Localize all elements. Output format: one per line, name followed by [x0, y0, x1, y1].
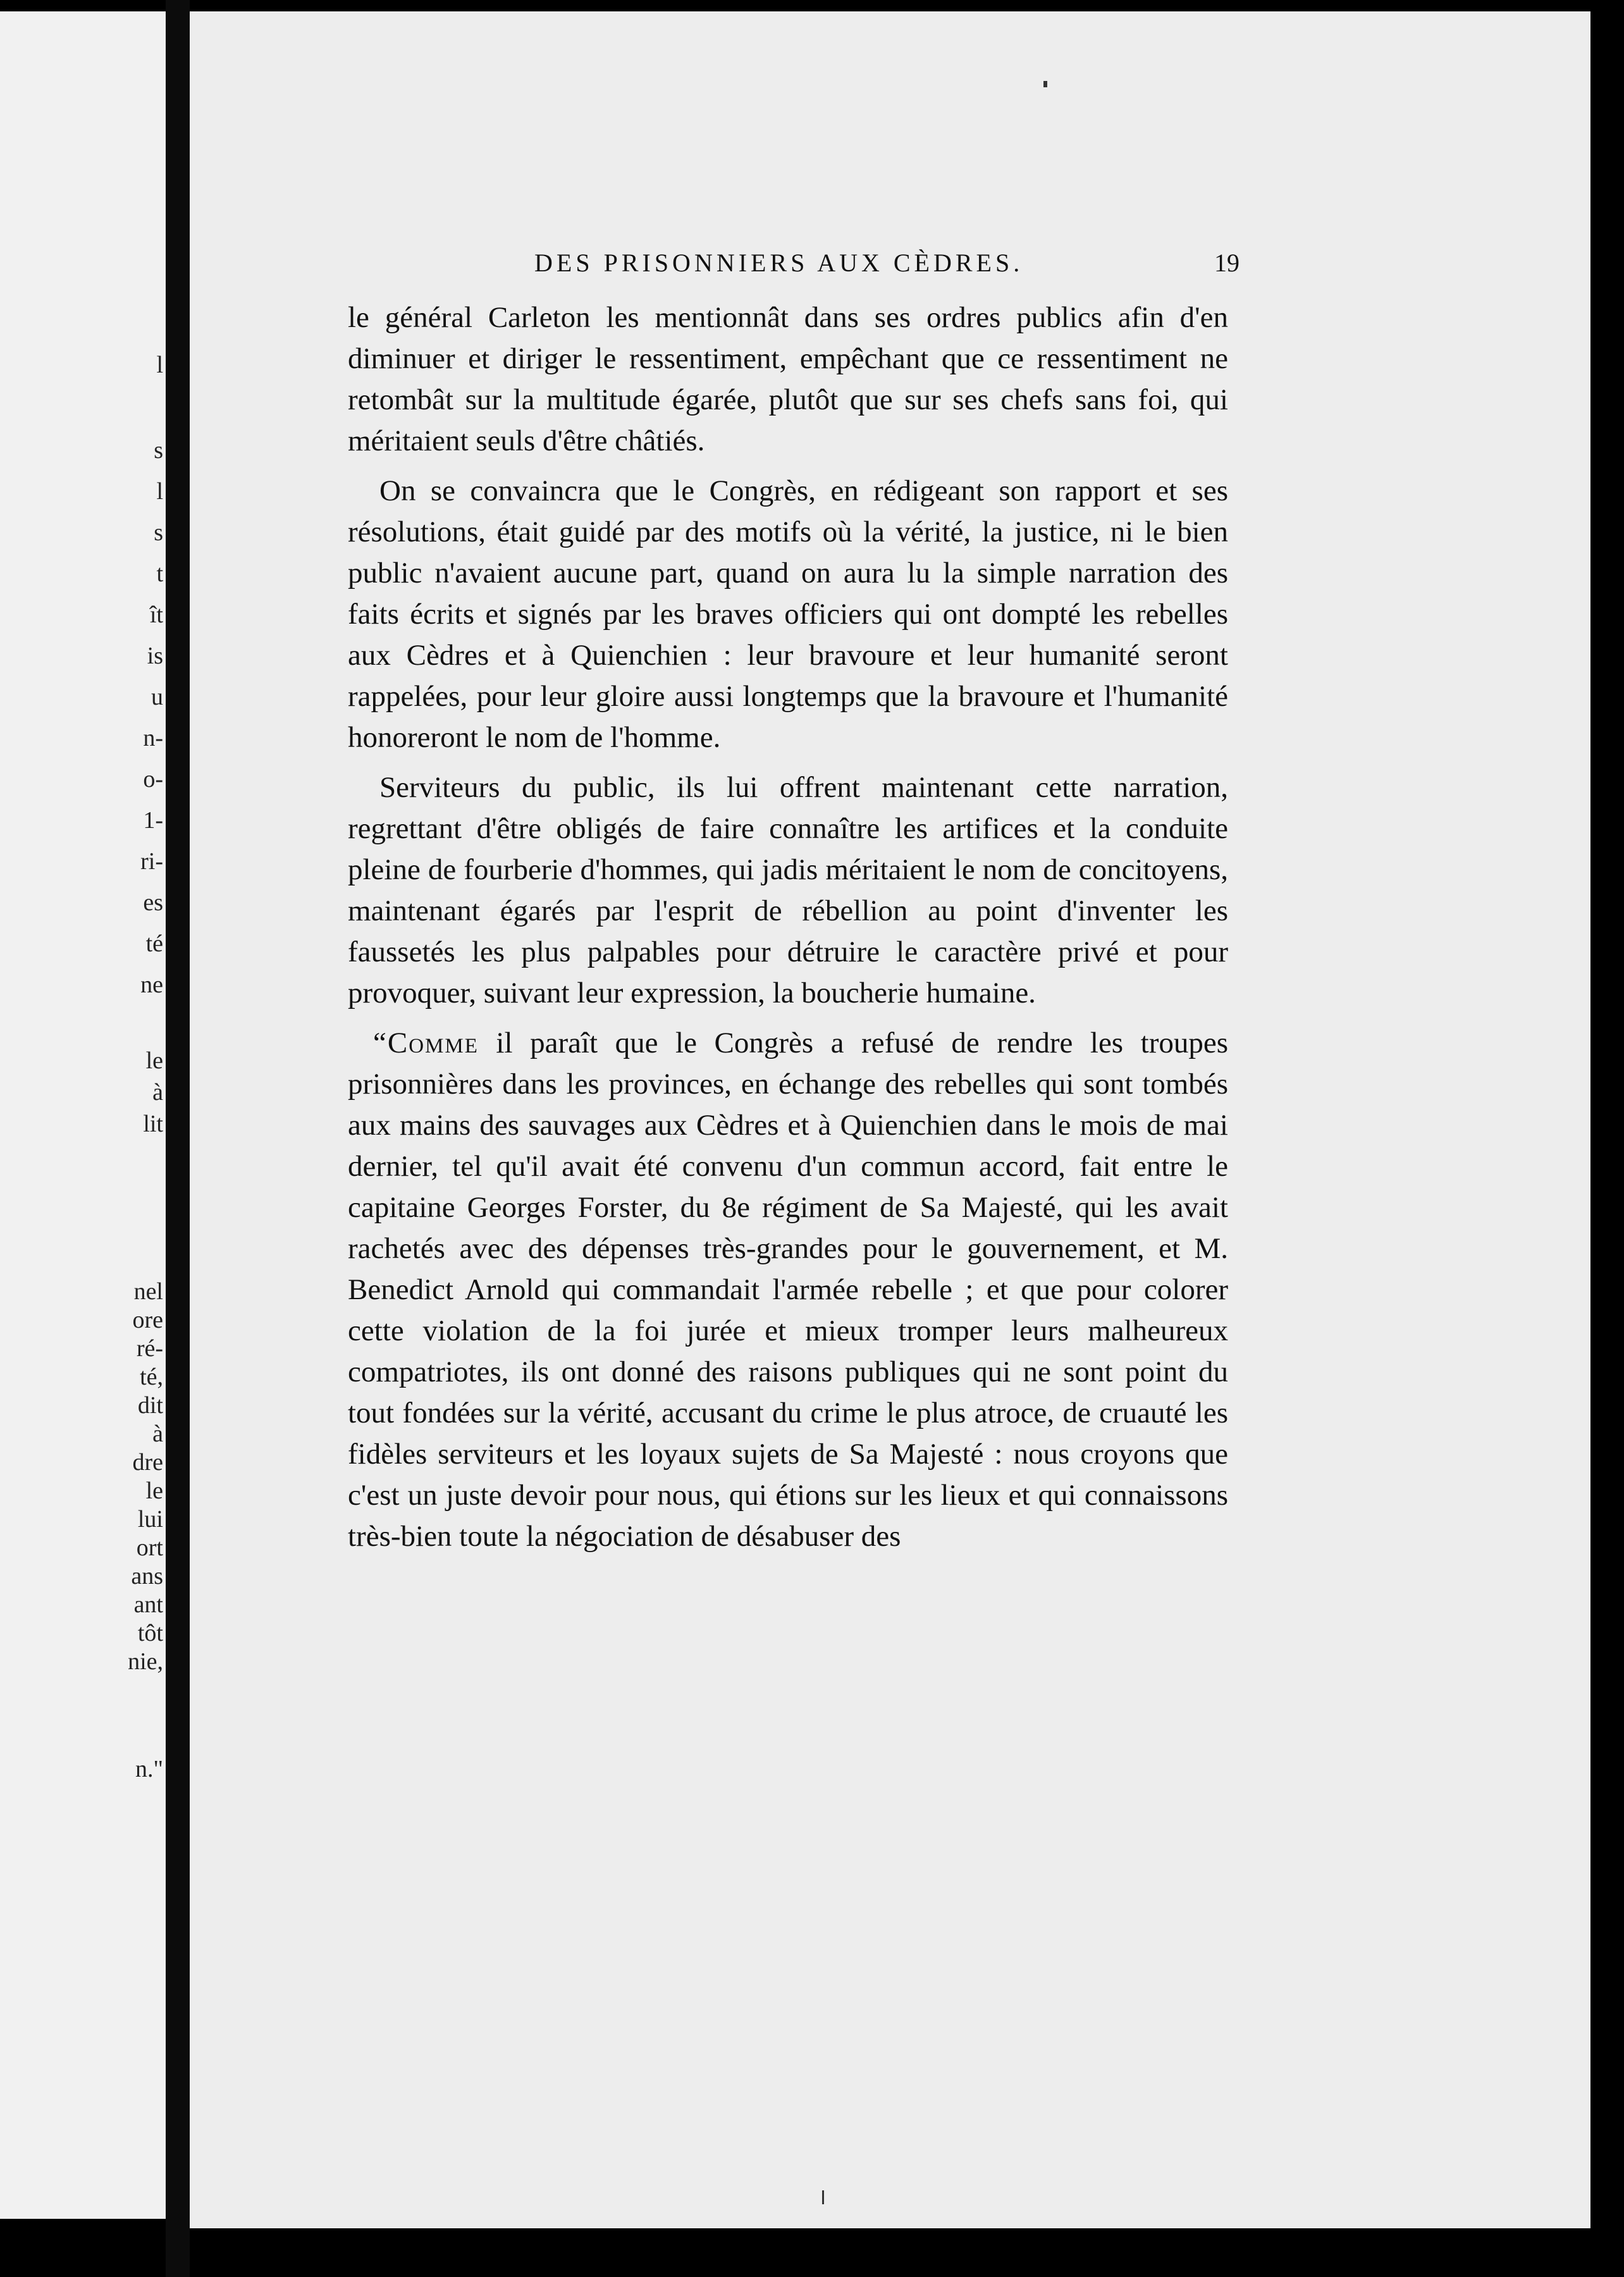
fragment: ré- — [136, 1335, 163, 1362]
fragment: ne — [140, 972, 163, 998]
ink-speck — [1043, 81, 1047, 87]
quote-lead-word: “Comme — [373, 1027, 479, 1059]
fragment: le — [145, 1478, 163, 1504]
fragment: dre — [132, 1449, 163, 1476]
fragment: nie, — [128, 1648, 163, 1675]
fragment: n." — [135, 1756, 163, 1782]
fragment: es — [143, 889, 163, 916]
fragment: té, — [140, 1364, 163, 1390]
fragment: ri- — [140, 848, 163, 875]
fragment: ant — [133, 1591, 163, 1618]
fragment: s — [154, 437, 163, 464]
fragment: lit — [143, 1111, 163, 1137]
fragment: l — [156, 352, 163, 378]
body-text — [348, 297, 1228, 1566]
ink-speck — [822, 2190, 824, 2204]
fragment: t — [156, 560, 163, 587]
fragment: ort — [136, 1534, 163, 1561]
fragment: ore — [132, 1307, 163, 1333]
fragment: à — [152, 1421, 163, 1447]
fragment: dit — [137, 1392, 163, 1419]
quoted-paragraph — [348, 1023, 1228, 1557]
fragment: nel — [133, 1278, 163, 1305]
quote-text: il paraît que le Congrès a refusé de rendre les troupes prisonnières dans les provinces, en échange des rebelles qui sont tombés aux mains des sauvages aux Cèdres et à Quienchien dans le mois de mai dernier, tel qu'il avait été convenu d'un commun accord, fait entre le capitaine Georges Forster, du 8e régiment de Sa Majesté, qui les avait rachetés avec des dépenses très-grandes pour le gouvernement, et M. Benedict Arnold qui commandait l'armée rebelle ; et que pour colorer cette violation de la foi jurée et mieux tromper leurs malheureux compatriotes, ils ont donné des raisons publiques qui ne sont point du tout fondées sur la vérité, accusant du crime le plus atroce, de cruauté les fidèles serviteurs et les loyaux sujets de Sa Majesté : nous croyons que c'est un juste devoir pour nous, qui étions sur les lieux et qui connaissons très-bien toute la négociation de désabuser des — [348, 1027, 1228, 1553]
fragment: 1- — [143, 807, 163, 834]
fragment: à — [152, 1079, 163, 1106]
fragment: is — [147, 643, 163, 669]
fragment: lui — [137, 1506, 163, 1533]
left-page-edge — [0, 11, 166, 2219]
paragraph: On se convaincra que le Congrès, en rédigeant son rapport et ses résolutions, était guidé par des motifs où la vérité, la justice, ni le bien public n'avaient aucune part, quand on aura lu la simple narration des faits écrits et signés par les braves officiers qui ont dompté les rebelles aux Cèdres et à Quienchien : leur bravoure et leur humanité seront rappelées, pour leur gloire aussi longtemps que la bravoure et l'humanité honoreront le nom de l'homme. — [348, 474, 1228, 754]
paragraph: Serviteurs du public, ils lui offrent maintenant cette narration, regrettant d'être obligés de faire connaître les artifices et la conduite pleine de fourberie d'hommes, qui jadis méritaient le nom de concitoyens, maintenant égarés par l'esprit de rébellion au point d'inventer les faussetés les plus palpables pour détruire le caractère privé et pour provoquer, suivant leur expression, la boucherie humaine. — [348, 771, 1228, 1009]
fragment: u — [151, 684, 163, 710]
fragment: té — [145, 930, 163, 957]
fragment: ans — [131, 1563, 163, 1589]
fragment: le — [145, 1047, 163, 1074]
paragraph-continuation: le général Carleton les mentionnât dans ses ordres publics afin d'en diminuer et diriger le ressentiment, empêchant que ce ressentiment ne retombât sur la multitude égarée, plutôt que sur ses chefs sans foi, qui méritaient seuls d'être châtiés. — [348, 301, 1228, 457]
fragment: n- — [143, 725, 163, 751]
fragment: s — [154, 519, 163, 546]
book-gutter — [166, 0, 190, 2277]
fragment: o- — [143, 766, 163, 793]
page-right-border — [1590, 0, 1624, 2277]
running-head-title: DES PRISONNIERS AUX CÈDRES. — [534, 249, 1024, 277]
fragment: l — [156, 478, 163, 505]
page-number: 19 — [1214, 249, 1240, 277]
running-header — [345, 248, 1240, 280]
fragment: tôt — [137, 1620, 163, 1646]
fragment: ît — [149, 602, 163, 628]
